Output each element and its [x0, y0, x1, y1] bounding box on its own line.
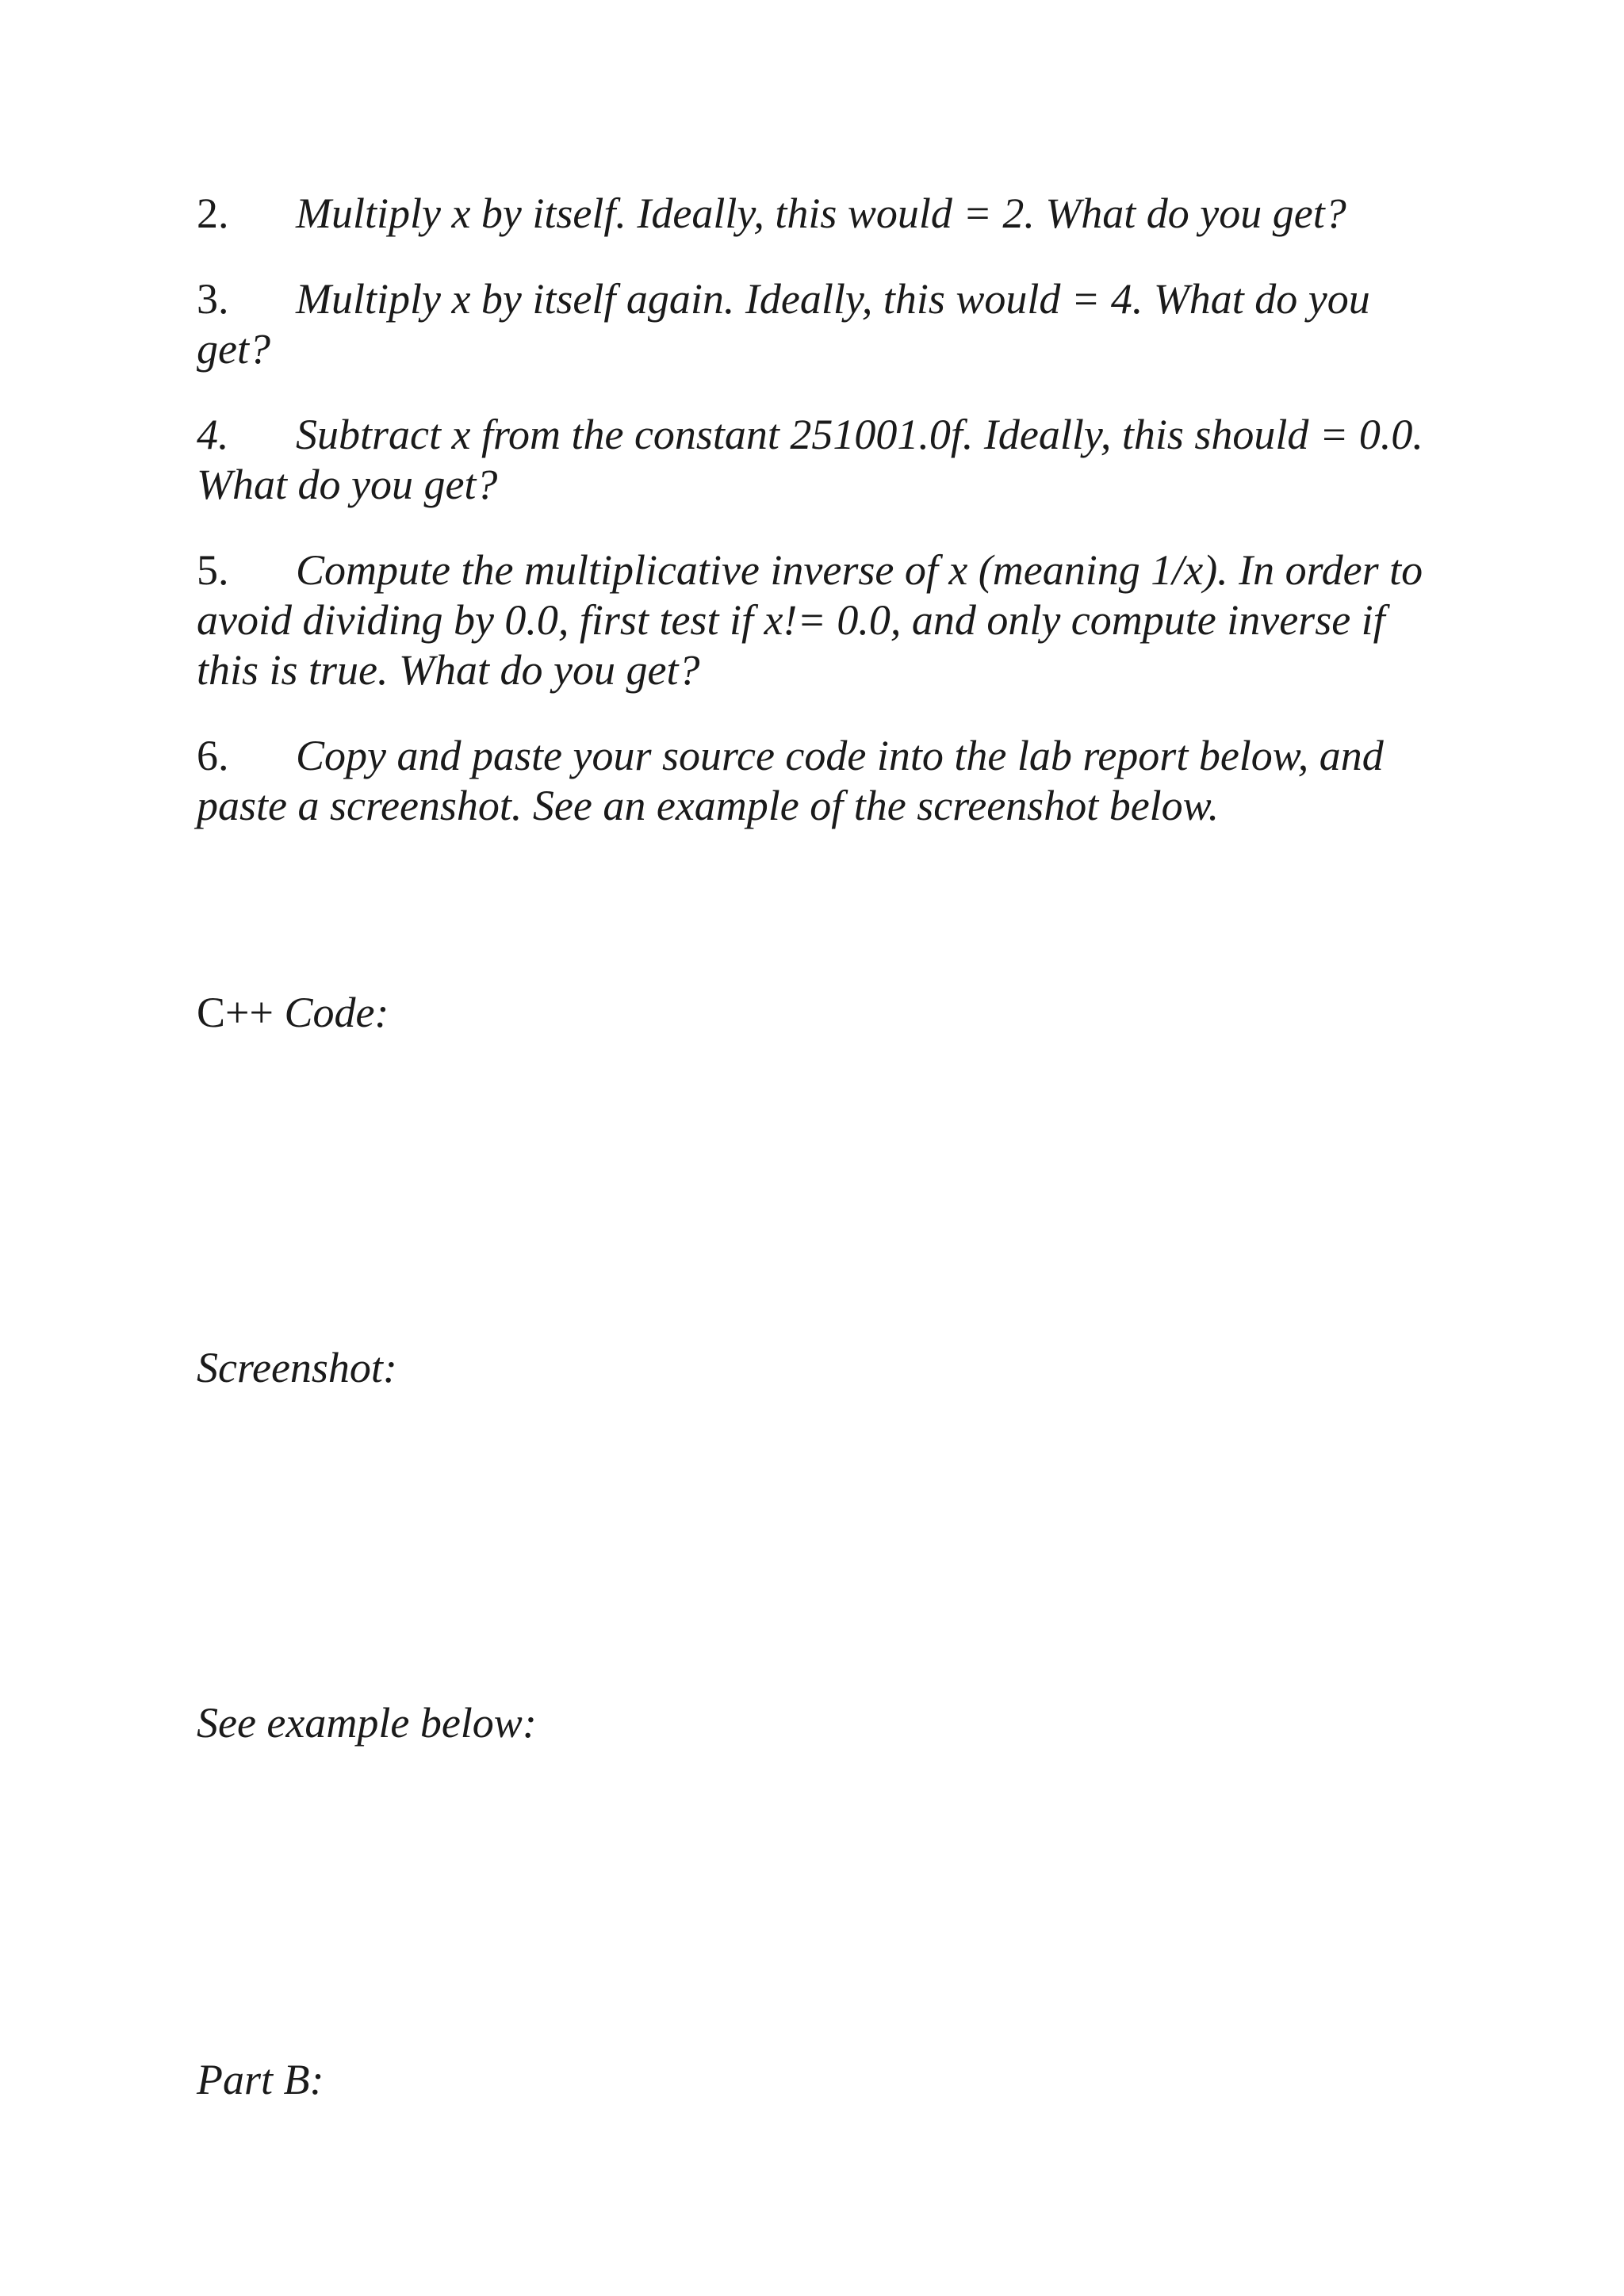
- instructions-list: [197, 189, 1434, 867]
- item-number: 5.: [197, 546, 229, 594]
- list-item: [197, 274, 1434, 374]
- item-text: Multiply x by itself. Ideally, this would = 2. What do you get?: [296, 189, 1346, 237]
- item-text: Multiply x by itself again. Ideally, this would = 4. What do you get?: [197, 275, 1370, 373]
- screenshot-section-label: Screenshot:: [197, 1344, 397, 1391]
- item-number: 2.: [197, 189, 229, 237]
- list-item: [197, 731, 1434, 831]
- example-section-label: See example below:: [197, 1699, 537, 1747]
- item-text: Subtract x from the constant 251001.0f. Ideally, this should = 0.0. What do you get?: [197, 411, 1423, 508]
- list-item: [197, 189, 1434, 239]
- part-b-heading: Part B:: [197, 2056, 324, 2103]
- item-text: Compute the multiplicative inverse of x (meaning 1/x). In order to avoid dividing by 0.0, first test if x!= 0.0, and only compute inverse if this is true. What do you get?: [197, 546, 1423, 694]
- item-number: 4.: [197, 411, 229, 458]
- item-text: Copy and paste your source code into the lab report below, and paste a screenshot. See an example of the screenshot below.: [197, 732, 1384, 829]
- code-section-label: [197, 988, 389, 1038]
- code-language: C++: [197, 989, 274, 1036]
- item-number: 6.: [197, 732, 229, 779]
- code-label: Code:: [284, 989, 389, 1036]
- list-item: [197, 410, 1434, 510]
- item-number: 3.: [197, 275, 229, 323]
- list-item: [197, 545, 1434, 695]
